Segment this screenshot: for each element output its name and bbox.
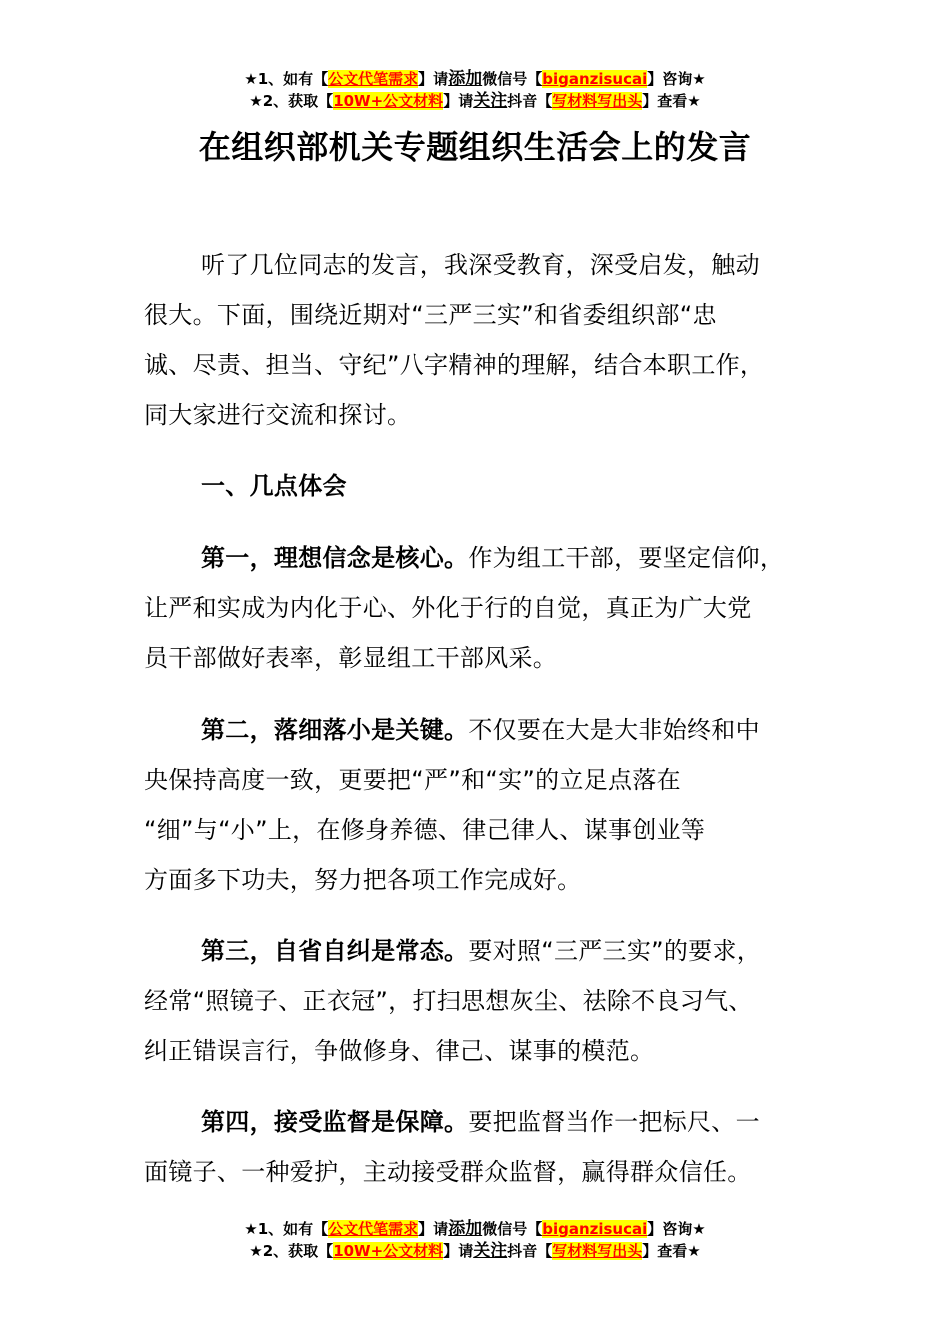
banner-emphasis-add: 添加 xyxy=(448,1219,483,1239)
banner-text: 微信号【 xyxy=(482,70,543,88)
banner-text: 】请 xyxy=(443,92,474,110)
banner-text: 】请 xyxy=(443,1242,474,1260)
paragraph-line: 同大家进行交流和探讨。 xyxy=(144,401,412,429)
point-text: 作为组工干部，要坚定信仰， xyxy=(468,544,785,572)
section-heading-text: 一、几点体会 xyxy=(201,472,347,500)
point-text: 不仅要在大是大非始终和中 xyxy=(468,716,760,744)
point-text: 要把监督当作一把标尺、一 xyxy=(468,1108,760,1136)
section-heading xyxy=(144,461,814,511)
banner-highlight-wechat: biganzisucai xyxy=(542,1220,648,1238)
paragraph-line: 央保持高度一致，更要把“严”和“实”的立足点落在 xyxy=(144,766,681,794)
banner-text: 】咨询★ xyxy=(647,1220,706,1238)
banner-text: 】请 xyxy=(418,1220,449,1238)
banner-text: 】查看★ xyxy=(642,1242,701,1260)
point-paragraph-1 xyxy=(144,533,814,683)
paragraph-line: 经常“照镜子、正衣冠”，打扫思想灰尘、祛除不良习气、 xyxy=(144,987,753,1015)
banner-line-1 xyxy=(0,1218,950,1240)
banner-highlight-douyin: 写材料写出头 xyxy=(552,92,643,110)
banner-text: 】请 xyxy=(418,70,449,88)
banner-text: ★2、获取【 xyxy=(249,1242,334,1260)
banner-highlight-douyin: 写材料写出头 xyxy=(552,1242,643,1260)
banner-line-2 xyxy=(0,90,950,112)
banner-highlight-materials: 10W+公文材料 xyxy=(333,1242,444,1260)
point-lead: 第四，接受监督是保障。 xyxy=(201,1108,469,1136)
paragraph-line: 很大。下面，围绕近期对“三严三实”和省委组织部“忠 xyxy=(144,301,717,329)
paragraph-line xyxy=(144,705,814,755)
banner-line-2 xyxy=(0,1240,950,1262)
banner-highlight-materials: 10W+公文材料 xyxy=(333,92,444,110)
paragraph-line xyxy=(144,1097,814,1147)
point-paragraph-4 xyxy=(144,1097,814,1197)
paragraph-line: 纠正错误言行，争做修身、律己、谋事的模范。 xyxy=(144,1037,655,1065)
paragraph-line: 诚、尽责、担当、守纪”八字精神的理解，结合本职工作， xyxy=(144,351,765,379)
banner-emphasis-follow: 关注 xyxy=(473,1241,508,1261)
document-title: 在组织部机关专题组织生活会上的发言 xyxy=(198,128,752,166)
paragraph-line: 员干部做好表率，彰显组工干部风采。 xyxy=(144,644,558,672)
banner-text: ★2、获取【 xyxy=(249,92,334,110)
paragraph-line: 面镜子、一种爱护，主动接受群众监督，赢得群众信任。 xyxy=(144,1158,752,1186)
banner-line-1 xyxy=(0,68,950,90)
banner-text: ★1、如有【 xyxy=(244,70,329,88)
banner-highlight-service: 公文代笔需求 xyxy=(328,1220,419,1238)
bottom-banner xyxy=(0,1218,950,1262)
banner-text: 】查看★ xyxy=(642,92,701,110)
paragraph-line: 方面多下功夫，努力把各项工作完成好。 xyxy=(144,866,582,894)
banner-text: 微信号【 xyxy=(482,1220,543,1238)
paragraph-line: “细”与“小”上，在修身养德、律己律人、谋事创业等 xyxy=(144,816,706,844)
point-text: 要对照“三严三实”的要求， xyxy=(468,937,762,965)
paragraph-line xyxy=(144,926,814,976)
banner-emphasis-add: 添加 xyxy=(448,69,483,89)
banner-text: 抖音【 xyxy=(507,1242,553,1260)
point-paragraph-3 xyxy=(144,926,814,1076)
banner-highlight-service: 公文代笔需求 xyxy=(328,70,419,88)
banner-emphasis-follow: 关注 xyxy=(473,91,508,111)
paragraph-line: 听了几位同志的发言，我深受教育，深受启发，触动 xyxy=(201,251,760,279)
paragraph-line: 让严和实成为内化于心、外化于行的自觉，真正为广大党 xyxy=(144,594,752,622)
banner-text: ★1、如有【 xyxy=(244,1220,329,1238)
banner-highlight-wechat: biganzisucai xyxy=(542,70,648,88)
banner-text: 抖音【 xyxy=(507,92,553,110)
point-lead: 第三，自省自纠是常态。 xyxy=(201,937,469,965)
top-banner xyxy=(0,68,950,112)
point-lead: 第二，落细落小是关键。 xyxy=(201,716,469,744)
paragraph-line xyxy=(144,533,814,583)
banner-text: 】咨询★ xyxy=(647,70,706,88)
intro-paragraph xyxy=(144,240,814,440)
point-paragraph-2 xyxy=(144,705,814,905)
point-lead: 第一，理想信念是核心。 xyxy=(201,544,469,572)
